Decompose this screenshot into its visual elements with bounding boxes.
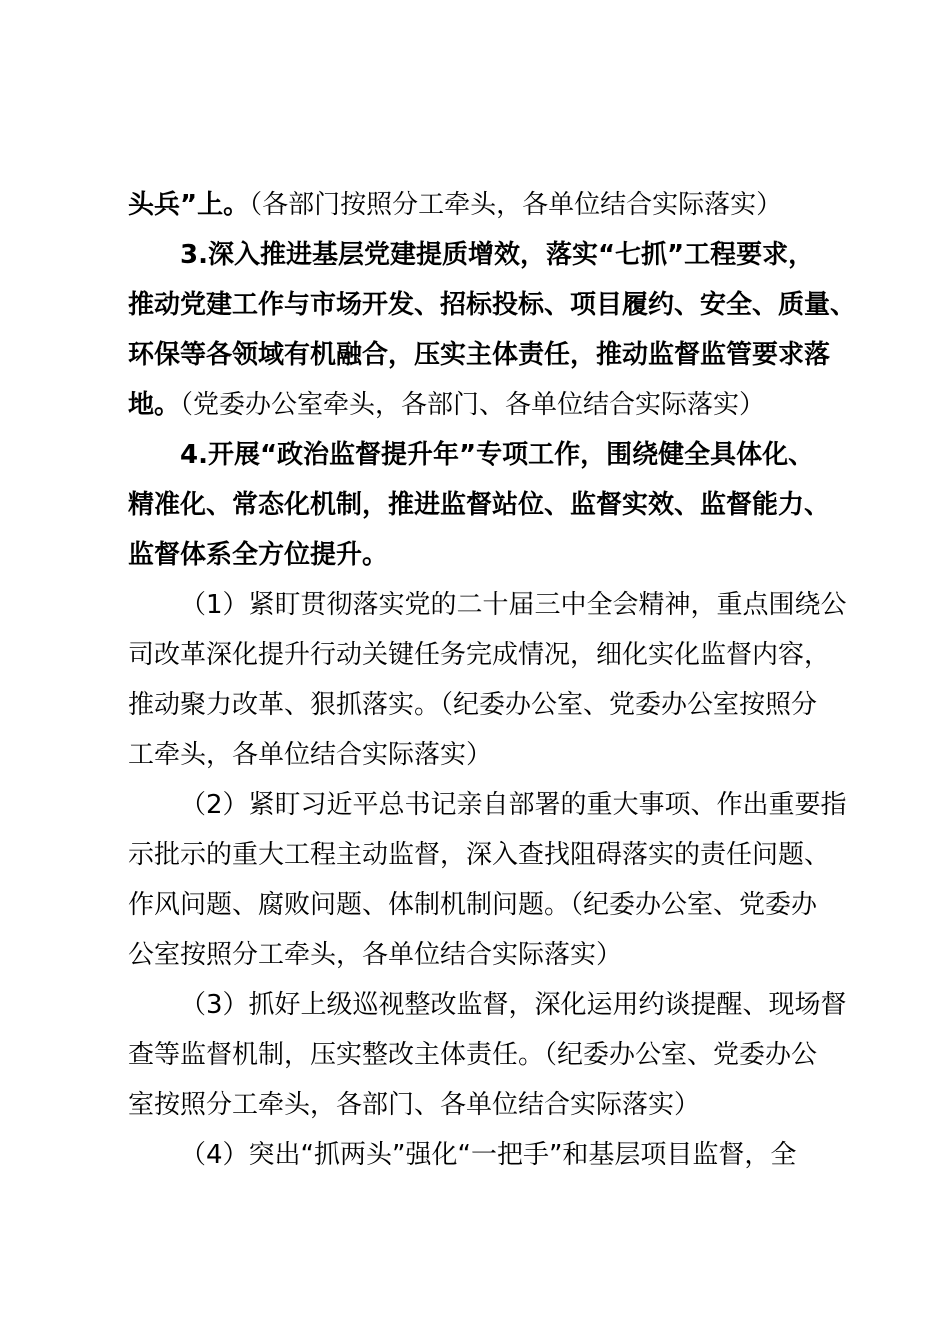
paragraph-5-line-1: （2）紧盯习近平总书记亲自部署的重大事项、作出重要指 [180,790,847,820]
paragraph-4-line-4: 工牵头，各单位结合实际落实） [128,740,493,770]
paragraph-2-line-2: 推动党建工作与市场开发、招标投标、项目履约、安全、质量、 [128,290,857,320]
paragraph-4-line-3: 推动聚力改革、狠抓落实。（纪委办公室、党委办公室按照分 [128,690,818,720]
paragraph-7-line-1: （4）突出“抓两头”强化“一把手”和基层项目监督，全 [180,1140,797,1170]
bold-text: 地。 [128,390,181,420]
paragraph-5-line-4: 公室按照分工牵头，各单位结合实际落实） [128,940,623,970]
paragraph-5-line-3: 作风问题、腐败问题、体制机制问题。（纪委办公室、党委办 [128,890,818,920]
paragraph-3-line-2: 精准化、常态化机制，推进监督站位、监督实效、监督能力、 [128,490,831,520]
paragraph-2-line-3: 环保等各领域有机融合，压实主体责任，推动监督监管要求落 [128,340,831,370]
normal-text: （各部门按照分工牵头，各单位结合实际落实） [249,190,783,220]
paragraph-2-line-4 [128,380,765,430]
paragraph-3-line-3: 监督体系全方位提升。 [128,540,389,570]
paragraph-5-line-2: 示批示的重大工程主动监督，深入查找阻碍落实的责任问题、 [128,840,831,870]
paragraph-2-line-1: 3.深入推进基层党建提质增效，落实“七抓”工程要求， [180,240,815,270]
paragraph-6-line-1: （3）抓好上级巡视整改监督，深化运用约谈提醒、现场督 [180,990,847,1020]
normal-text: （党委办公室牵头，各部门、各单位结合实际落实） [180,390,766,420]
paragraph-4-line-1: （1）紧盯贯彻落实党的二十届三中全会精神，重点围绕公 [180,590,847,620]
paragraph-3-line-1: 4.开展“政治监督提升年”专项工作，围绕健全具体化、 [180,440,815,470]
bold-text: 头兵”上。 [128,190,250,220]
paragraph-1-line-1 [128,180,782,230]
paragraph-6-line-2: 查等监督机制，压实整改主体责任。（纪委办公室、党委办公 [128,1040,818,1070]
paragraph-4-line-2: 司改革深化提升行动关键任务完成情况，细化实化监督内容， [128,640,831,670]
paragraph-6-line-3: 室按照分工牵头，各部门、各单位结合实际落实） [128,1090,701,1120]
